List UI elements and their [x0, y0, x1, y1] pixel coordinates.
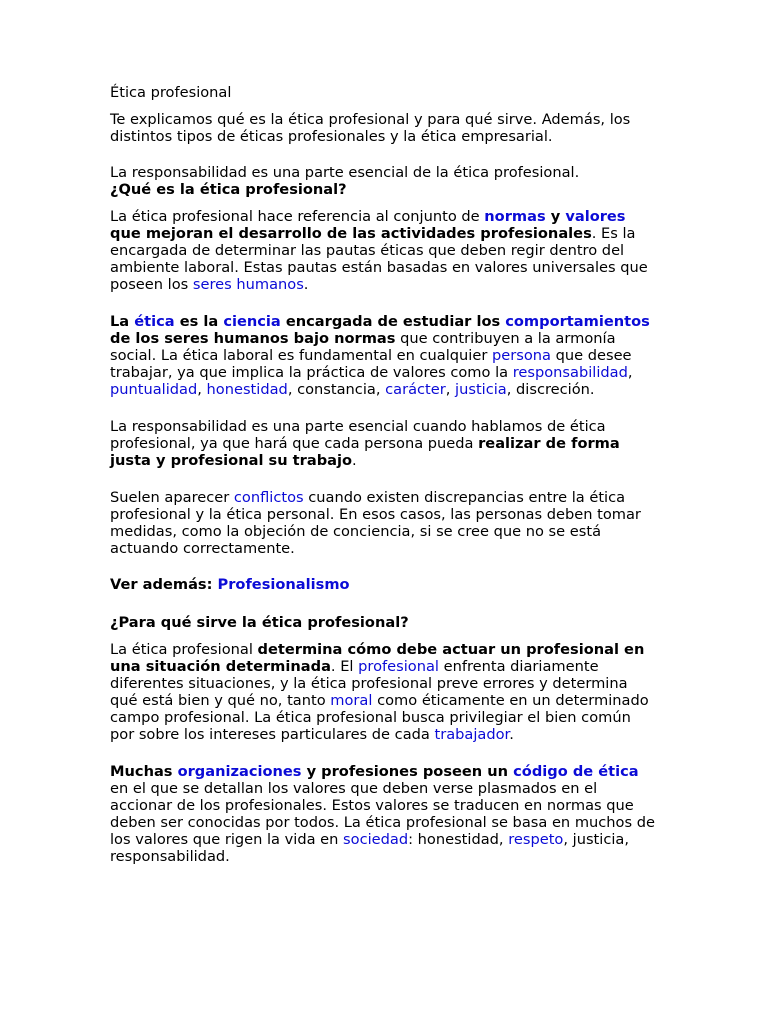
- text: La ética profesional: [110, 641, 258, 658]
- text: es la: [174, 313, 224, 330]
- link-caracter[interactable]: carácter: [385, 381, 446, 398]
- text: La ética profesional hace referencia al conjunto de: [110, 208, 485, 225]
- link-comportamientos[interactable]: comportamientos: [505, 313, 650, 330]
- document-title: Ética profesional: [110, 84, 232, 101]
- text: ,: [445, 381, 456, 398]
- text: Suelen aparecer: [110, 489, 234, 506]
- bold-text: realizar de forma justa y profesional su trabajo: [110, 435, 620, 469]
- text: de los seres humanos bajo normas: [110, 330, 396, 347]
- intro-paragraph: Te explicamos qué es la ética profesional y para qué sirve. Además, los distintos tipos de éticas profesionales y la ética empresarial.: [110, 111, 631, 145]
- link-persona[interactable]: persona: [491, 347, 551, 364]
- document-body: [110, 84, 655, 885]
- link-seres-humanos[interactable]: seres humanos: [192, 276, 304, 293]
- text: que contribuyen a la armonía social. La ética laboral es fundamental en cualquier: [110, 330, 616, 364]
- text: .: [509, 726, 514, 743]
- heading-que-es: ¿Qué es la ética profesional?: [110, 181, 347, 198]
- link-trabajador[interactable]: trabajador: [434, 726, 510, 743]
- paragraph-definicion: [110, 208, 655, 293]
- text: ,: [627, 364, 633, 381]
- paragraph-para-que: [110, 641, 655, 743]
- link-moral[interactable]: moral: [330, 692, 373, 709]
- text: y: [545, 208, 566, 225]
- text: que desee trabajar, ya que implica la práctica de valores como la: [110, 347, 632, 381]
- text: La: [110, 313, 135, 330]
- link-etica[interactable]: ética: [134, 313, 175, 330]
- paragraph-codigo-etica: [110, 763, 655, 865]
- heading-para-que: ¿Para qué sirve la ética profesional?: [110, 614, 409, 631]
- text: , discreción.: [506, 381, 595, 398]
- link-codigo-de-etica[interactable]: código de ética: [513, 763, 639, 780]
- bold-text: determina cómo debe actuar un profesional en una situación determinada: [110, 641, 645, 675]
- link-justicia[interactable]: justicia: [455, 381, 507, 398]
- text: cuando existen discrepancias entre la ética profesional y la ética personal. En esos casos, las personas deben tomar medidas, como la objeción de conciencia, si se cree que no se está actuando correctamente.: [110, 489, 641, 557]
- text: que mejoran el desarrollo de las actividades profesionales: [110, 225, 592, 242]
- link-respeto[interactable]: respeto: [508, 831, 564, 848]
- text: y profesiones poseen un: [301, 763, 514, 780]
- link-organizaciones[interactable]: organizaciones: [177, 763, 302, 780]
- link-ciencia[interactable]: ciencia: [223, 313, 281, 330]
- text: . Es la encargada de determinar las pautas éticas que deben regir dentro del ambiente laboral. Estas pautas están basadas en valores universales que poseen los: [110, 225, 648, 293]
- see-also-label: Ver además:: [110, 576, 218, 593]
- text: ,: [197, 381, 207, 398]
- link-responsabilidad[interactable]: responsabilidad: [512, 364, 628, 381]
- text: como éticamente en un determinado campo profesional. La ética profesional busca privilegiar el bien común por sobre los intereses particulares de cada: [110, 692, 649, 743]
- paragraph-responsabilidad: [110, 418, 655, 469]
- text: .: [303, 276, 309, 293]
- text: , constancia,: [287, 381, 386, 398]
- link-conflictos[interactable]: conflictos: [233, 489, 304, 506]
- lead-sentence: La responsabilidad es una parte esencial de la ética profesional.: [110, 164, 580, 181]
- text: , justicia, responsabilidad.: [110, 831, 629, 865]
- link-profesionalismo[interactable]: Profesionalismo: [217, 576, 350, 593]
- text: enfrenta diariamente diferentes situaciones, y la ética profesional preve errores y determina qué está bien y qué no, tanto: [110, 658, 628, 709]
- text: : honestidad,: [408, 831, 509, 848]
- text: encargada de estudiar los: [280, 313, 506, 330]
- text: La responsabilidad es una parte esencial cuando hablamos de ética profesional, ya que hará que cada persona pueda: [110, 418, 606, 452]
- link-normas[interactable]: normas: [484, 208, 546, 225]
- text: . El: [330, 658, 359, 675]
- link-honestidad[interactable]: honestidad: [206, 381, 288, 398]
- see-also: [110, 576, 655, 593]
- text: .: [352, 452, 357, 469]
- link-profesional[interactable]: profesional: [358, 658, 439, 675]
- text: Muchas: [110, 763, 178, 780]
- text: en el que se detallan los valores que deben verse plasmados en el accionar de los profesionales. Estos valores se traducen en normas que deben ser conocidas por todos. La ética profesional se basa en muchos de los valores que rigen la vida en: [110, 780, 655, 848]
- link-valores[interactable]: valores: [565, 208, 626, 225]
- paragraph-etica-ciencia: [110, 313, 655, 398]
- link-puntualidad[interactable]: puntualidad: [110, 381, 198, 398]
- link-sociedad[interactable]: sociedad: [343, 831, 409, 848]
- paragraph-conflictos: [110, 489, 655, 557]
